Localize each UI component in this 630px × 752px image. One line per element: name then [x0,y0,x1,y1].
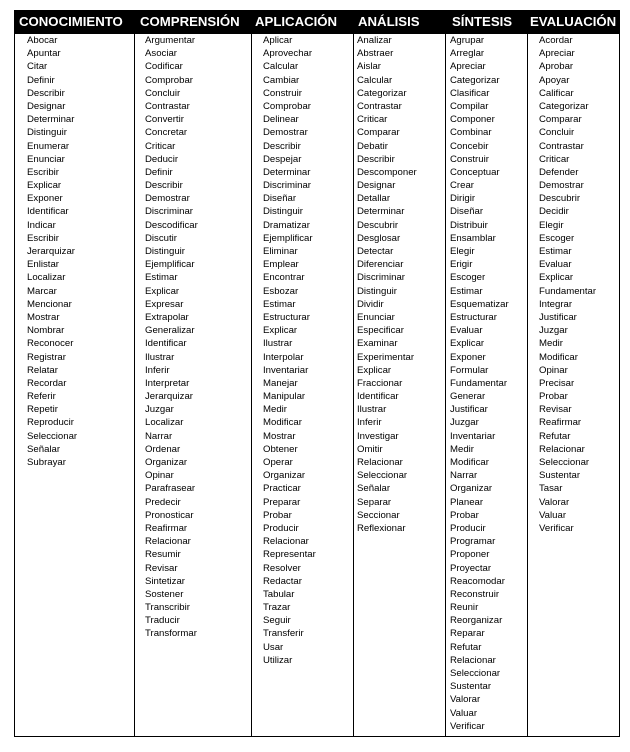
verb-item: Categorizar [539,100,589,112]
verb-item: Descubrir [539,193,581,205]
verb-item: Designar [357,180,396,192]
verb-item: Convertir [145,114,184,126]
verb-item: Evaluar [450,325,483,337]
column-divider [445,34,446,736]
verb-item: Diferenciar [357,259,404,271]
verb-item: Contrastar [539,140,584,152]
verb-item: Detallar [357,193,391,205]
verb-item: Recordar [27,377,67,389]
verb-item: Descodificar [145,219,198,231]
verb-item: Concebir [450,140,489,152]
verb-item: Escoger [539,232,575,244]
verb-item: Medir [450,443,474,455]
verb-item: Extrapolar [145,311,189,323]
verb-item: Apoyar [539,74,570,86]
verb-item: Transferir [263,628,304,640]
verb-item: Reflexionar [357,522,406,534]
verb-item: Predecir [145,496,181,508]
verb-item: Enlistar [27,259,59,271]
verb-item: Ilustrar [263,338,293,350]
verb-item: Narrar [450,470,478,482]
verb-item: Organizar [263,470,306,482]
verb-item: Explicar [357,364,392,376]
verb-item: Sustentar [539,470,581,482]
verb-item: Verificar [450,720,485,732]
verb-item: Calificar [539,87,574,99]
verb-item: Calcular [263,61,299,73]
verb-item: Contrastar [145,100,190,112]
verb-item: Estructurar [263,311,310,323]
verb-item: Acordar [539,35,573,46]
verb-item: Reorganizar [450,615,503,627]
verb-item: Omitir [357,443,383,455]
verb-item: Ejemplificar [263,232,313,244]
verb-item: Seguir [263,615,291,627]
verb-item: Abocar [27,35,58,46]
column-aplicacion [263,34,316,667]
verb-item: Usar [263,641,284,653]
verb-item: Modificar [263,417,302,429]
verb-item: Generalizar [145,325,195,337]
verb-item: Determinar [357,206,405,218]
verb-item: Enumerar [27,140,70,152]
verb-item: Defender [539,166,579,178]
header-evaluacion: EVALUACIÓN [530,14,617,29]
verb-item: Describir [357,153,395,165]
verb-item: Tasar [539,483,563,495]
verb-item: Producir [450,522,486,534]
verb-item: Seleccionar [450,668,501,679]
verb-item: Practicar [263,483,301,495]
verb-item: Reparar [450,628,485,640]
verb-item: Experimentar [357,351,415,363]
verb-item: Revisar [145,562,178,574]
verb-item: Refutar [450,641,482,653]
verb-item: Escribir [27,232,59,244]
verb-item: Organizar [145,457,188,468]
verb-item: Parafrasear [145,483,196,495]
verb-item: Categorizar [357,87,407,99]
verb-item: Transformar [145,628,197,640]
verb-item: Identificar [357,391,399,403]
verb-item: Combinar [450,127,492,139]
verb-item: Relacionar [450,654,496,666]
verb-item: Jerarquizar [27,246,75,257]
verb-item: Explicar [27,180,62,192]
verb-item: Describir [27,87,65,99]
verb-item: Examinar [357,338,398,350]
verb-item: Cambiar [263,74,300,86]
verb-item: Distribuir [450,219,488,231]
verb-item: Integrar [539,298,573,310]
table-header-row [15,10,619,34]
header-analisis: ANÁLISIS [358,14,420,29]
verb-item: Dividir [357,298,384,310]
verb-item: Distinguir [145,246,185,257]
verb-item: Inferir [145,364,170,376]
verb-item: Seleccionar [27,430,78,442]
verb-item: Señalar [27,443,61,455]
header-comprension: COMPRENSIÓN [140,14,240,29]
verb-item: Discutir [145,232,177,244]
verb-item: Apreciar [539,48,575,60]
verb-item: Valuar [539,509,567,521]
verb-item: Jerarquizar [145,391,193,403]
column-comprension [145,34,198,641]
verb-item: Citar [27,61,48,73]
verb-item: Marcar [27,285,57,297]
verb-item: Esquematizar [450,298,509,310]
verb-item: Abstraer [357,48,394,60]
verb-item: Concluir [539,127,575,139]
verb-item: Inferir [357,417,382,429]
verb-item: Distinguir [27,127,67,139]
verb-item: Nombrar [27,325,65,337]
verb-item: Demostrar [263,127,308,139]
verb-item: Programar [450,536,496,548]
verb-item: Analizar [357,35,392,46]
verb-item: Probar [263,509,292,521]
verb-item: Estimar [539,246,572,257]
verb-item: Sintetizar [145,575,185,587]
verb-item: Enunciar [27,153,65,165]
verb-item: Tabular [263,588,295,600]
verb-item: Identificar [27,206,69,218]
verb-item: Explicar [450,338,485,350]
verb-item: Inventariar [450,430,496,442]
verb-item: Eliminar [263,246,298,257]
verb-item: Proyectar [450,562,492,574]
verb-item: Reunir [450,602,479,614]
verb-item: Apuntar [27,48,61,60]
verb-item: Separar [357,496,392,508]
verb-item: Escoger [450,272,486,284]
verb-item: Valorar [450,694,481,706]
verb-item: Seleccionar [539,457,590,468]
verb-item: Proponer [450,549,490,561]
verb-item: Localizar [27,272,66,284]
verb-item: Categorizar [450,74,500,86]
verb-item: Generar [450,391,486,403]
verb-item: Precisar [539,377,575,389]
verb-item: Organizar [450,483,493,495]
verb-item: Modificar [539,351,578,363]
verb-item: Concluir [145,87,181,99]
verb-item: Inventariar [263,364,309,376]
verb-item: Construir [263,87,302,99]
column-divider [353,34,354,736]
verb-item: Relacionar [357,457,403,468]
verb-item: Encontrar [263,272,305,284]
column-conocimiento [27,34,77,469]
verb-item: Fundamentar [539,285,597,297]
verb-item: Reafirmar [145,522,188,534]
verb-item: Medir [263,404,287,416]
verb-item: Descomponer [357,166,417,178]
verb-item: Medir [539,338,563,350]
verb-item: Reconocer [27,338,74,350]
verb-item: Resumir [145,549,181,561]
verb-item: Valorar [539,496,570,508]
verb-item: Aislar [357,61,381,73]
verb-item: Demostrar [145,193,190,205]
verb-item: Refutar [539,430,571,442]
verb-item: Mostrar [263,430,296,442]
verb-item: Reafirmar [539,417,582,429]
verb-item: Comparar [357,127,400,139]
verb-item: Compilar [450,100,489,112]
verb-item: Arreglar [450,48,485,60]
verb-item: Construir [450,153,489,165]
verb-item: Subrayar [27,457,66,468]
verb-item: Escribir [27,166,59,178]
verb-item: Pronosticar [145,509,194,521]
verb-item: Despejar [263,153,302,165]
verb-item: Debatir [357,140,388,152]
verb-item: Interpretar [145,377,190,389]
verb-item: Distinguir [357,285,397,297]
verb-item: Probar [539,391,568,403]
verb-item: Decidir [539,206,569,218]
verb-item: Comprobar [263,100,311,112]
verb-item: Registrar [27,351,66,363]
verb-item: Fraccionar [357,377,403,389]
verb-item: Aprobar [539,61,574,73]
column-divider [527,34,528,736]
verb-item: Reconstruir [450,588,500,600]
verb-item: Manejar [263,377,298,389]
verb-item: Ordenar [145,443,181,455]
verb-item: Elegir [539,219,564,231]
verb-item: Exponer [450,351,486,363]
verb-item: Expresar [145,298,184,310]
verb-item: Determinar [263,166,311,178]
verb-item: Codificar [145,61,183,73]
verb-item: Manipular [263,391,306,403]
table-bottom-border [14,736,620,737]
verb-item: Crear [450,180,474,192]
verb-item: Apreciar [450,61,486,73]
verb-item: Ilustrar [357,404,387,416]
verb-item: Estructurar [450,311,497,323]
verb-item: Sustentar [450,681,492,693]
verb-item: Mencionar [27,298,72,310]
verb-item: Ensamblar [450,232,496,244]
verb-item: Investigar [357,430,399,442]
verb-item: Juzgar [539,325,568,337]
verb-item: Designar [27,100,66,112]
verb-item: Justificar [450,404,488,416]
verb-item: Interpolar [263,351,304,363]
verb-item: Juzgar [450,417,479,429]
verb-item: Resolver [263,562,301,574]
verb-item: Opinar [145,470,174,482]
verb-item: Discriminar [357,272,405,284]
verb-item: Redactar [263,575,302,587]
verb-item: Probar [450,509,479,521]
verb-item: Diseñar [263,193,297,205]
verb-item: Identificar [145,338,187,350]
verb-item: Reproducir [27,417,74,429]
header-sintesis: SÍNTESIS [452,14,513,29]
verb-item: Estimar [145,272,178,284]
verb-item: Utilizar [263,654,293,666]
verb-item: Exponer [27,193,63,205]
verb-item: Localizar [145,417,184,429]
verb-item: Trazar [263,602,291,614]
verb-item: Distinguir [263,206,303,218]
verb-item: Ilustrar [145,351,175,363]
verb-item: Criticar [145,140,176,152]
verb-item: Dramatizar [263,219,310,231]
verb-item: Formular [450,364,489,376]
verb-item: Relacionar [145,536,191,548]
verb-item: Detectar [357,246,394,257]
verb-item: Elegir [450,246,475,257]
verb-item: Erigir [450,259,473,271]
verb-item: Dirigir [450,193,476,205]
verb-item: Estimar [263,298,296,310]
verb-item: Representar [263,549,316,561]
verb-item: Repetir [27,404,58,416]
verb-item: Obtener [263,443,298,455]
verb-item: Emplear [263,259,299,271]
verb-item: Enunciar [357,311,395,323]
verb-item: Valuar [450,707,478,719]
verb-item: Modificar [450,457,489,468]
verb-item: Planear [450,496,484,508]
verb-item: Describir [263,140,301,152]
verb-item: Fundamentar [450,377,508,389]
verb-item: Especificar [357,325,404,337]
verb-item: Criticar [357,114,388,126]
column-analisis [357,34,417,535]
verb-item: Señalar [357,483,391,495]
verb-item: Seleccionar [357,470,408,482]
verb-item: Relacionar [539,443,585,455]
verb-item: Reacomodar [450,575,505,587]
column-sintesis [450,34,509,733]
verb-item: Operar [263,457,293,468]
verb-item: Evaluar [539,259,572,271]
verb-item: Revisar [539,404,572,416]
verb-item: Contrastar [357,100,402,112]
verb-item: Agrupar [450,35,485,46]
verb-item: Argumentar [145,35,196,46]
verb-item: Juzgar [145,404,174,416]
column-divider [134,34,135,736]
column-evaluacion [539,34,596,535]
verb-item: Asociar [145,48,177,60]
verb-item: Describir [145,180,183,192]
header-aplicacion: APLICACIÓN [255,14,338,29]
verb-item: Seccionar [357,509,400,521]
verb-item: Transcribir [145,602,190,614]
verb-item: Aprovechar [263,48,313,60]
verb-item: Desglosar [357,232,401,244]
verb-item: Relatar [27,364,58,376]
verb-item: Esbozar [263,285,299,297]
taxonomy-verb-table [14,10,620,736]
verb-item: Conceptuar [450,166,500,178]
verb-item: Descubrir [357,219,399,231]
verb-item: Discriminar [263,180,311,192]
column-divider [251,34,252,736]
verb-item: Definir [27,74,55,86]
verb-item: Explicar [539,272,574,284]
verb-item: Justificar [539,311,577,323]
verb-item: Comparar [539,114,582,126]
verb-item: Relacionar [263,536,309,548]
verb-item: Preparar [263,496,301,508]
verb-item: Deducir [145,153,179,165]
verb-item: Explicar [145,285,180,297]
verb-item: Sostener [145,588,184,600]
verb-item: Opinar [539,364,568,376]
verb-item: Narrar [145,430,173,442]
verb-item: Estimar [450,285,483,297]
verb-item: Comprobar [145,74,193,86]
verb-item: Delinear [263,114,299,126]
verb-item: Producir [263,522,299,534]
verb-item: Componer [450,114,495,126]
verb-item: Determinar [27,114,75,126]
verb-item: Aplicar [263,35,293,46]
verb-item: Referir [27,391,56,403]
verb-item: Diseñar [450,206,484,218]
verb-item: Definir [145,166,173,178]
verb-item: Clasificar [450,87,490,99]
verb-item: Mostrar [27,311,60,323]
verb-item: Concretar [145,127,188,139]
verb-item: Criticar [539,153,570,165]
verb-item: Explicar [263,325,298,337]
verb-item: Discriminar [145,206,193,218]
verb-item: Calcular [357,74,393,86]
verb-item: Indicar [27,219,56,231]
verb-item: Traducir [145,615,180,627]
verb-item: Ejemplificar [145,259,195,271]
verb-item: Verificar [539,522,574,534]
verb-item: Demostrar [539,180,584,192]
header-conocimiento: CONOCIMIENTO [19,14,123,29]
